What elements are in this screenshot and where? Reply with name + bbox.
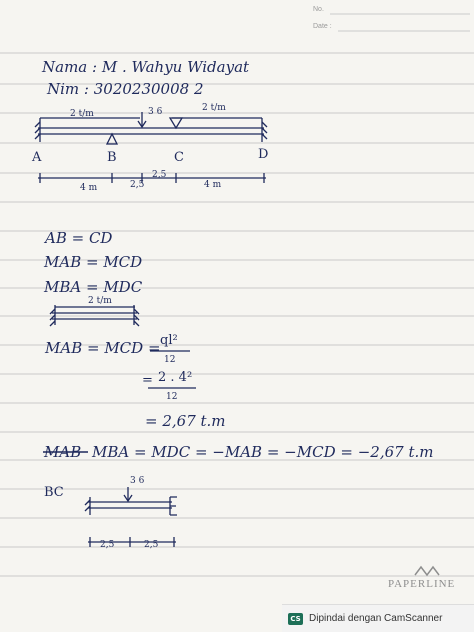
no-label: No. bbox=[313, 6, 324, 13]
fraction-bar bbox=[0, 347, 474, 357]
equation-ab-cd: AB = CD bbox=[45, 229, 113, 247]
node-c-label: C bbox=[174, 150, 184, 165]
dim-cd-label: 4 m bbox=[204, 180, 222, 190]
equation-mab-mcd: MAB = MCD bbox=[44, 253, 143, 271]
formula-lhs: MAB = MCD = bbox=[45, 339, 161, 357]
beam3-label: BC bbox=[44, 485, 64, 500]
moment-result: = 2,67 t.m bbox=[145, 412, 226, 430]
camscanner-watermark bbox=[282, 604, 474, 632]
support-c-icon bbox=[170, 118, 182, 128]
equation-mba-mdc: MBA = MDC bbox=[44, 278, 143, 296]
paperline-logo-icon bbox=[412, 564, 442, 578]
dim-ab-label: 4 m bbox=[80, 183, 98, 193]
point-load-label: 3 6 bbox=[148, 107, 163, 117]
date-label: Date : bbox=[313, 23, 332, 30]
formula-denominator: 12 bbox=[164, 355, 176, 365]
fraction-bar-2 bbox=[0, 384, 474, 394]
node-b-label: B bbox=[107, 150, 117, 165]
formula2-numerator: 2 . 4² bbox=[158, 370, 193, 385]
camscanner-icon: CS bbox=[288, 613, 303, 625]
header-rules bbox=[0, 0, 474, 40]
student-name: Nama : M . Wahyu Widayat bbox=[42, 58, 250, 76]
beam2-load-label: 2 t/m bbox=[88, 296, 112, 306]
node-d-label: D bbox=[258, 147, 269, 162]
dim-load-c-label: 2,5 bbox=[152, 170, 167, 180]
beam-diagram-bc bbox=[0, 485, 474, 565]
load-left-label: 2 t/m bbox=[70, 109, 94, 119]
formula2-equals: = bbox=[142, 373, 153, 388]
student-nim: Nim : 3020230008 2 bbox=[47, 80, 204, 98]
node-a-label: A bbox=[32, 150, 42, 165]
formula2-denominator: 12 bbox=[166, 392, 178, 402]
dim-b-load-label: 2,5 bbox=[130, 180, 145, 190]
moment-relation: MBA = MDC = −MAB = −MCD = −2,67 t.m bbox=[92, 443, 434, 461]
beam3-dim-right: 2,5 bbox=[144, 540, 159, 550]
load-right-label: 2 t/m bbox=[202, 103, 226, 113]
beam3-dim-left: 2,5 bbox=[100, 540, 115, 550]
beam3-point-load-label: 3 6 bbox=[130, 476, 145, 486]
support-b-icon bbox=[107, 134, 117, 144]
camscanner-text: Dipindai dengan CamScanner bbox=[309, 613, 443, 624]
paperline-brand: PAPERLINE bbox=[388, 578, 456, 590]
struck-text: MAB bbox=[44, 443, 82, 461]
formula-numerator: ql² bbox=[160, 333, 178, 348]
